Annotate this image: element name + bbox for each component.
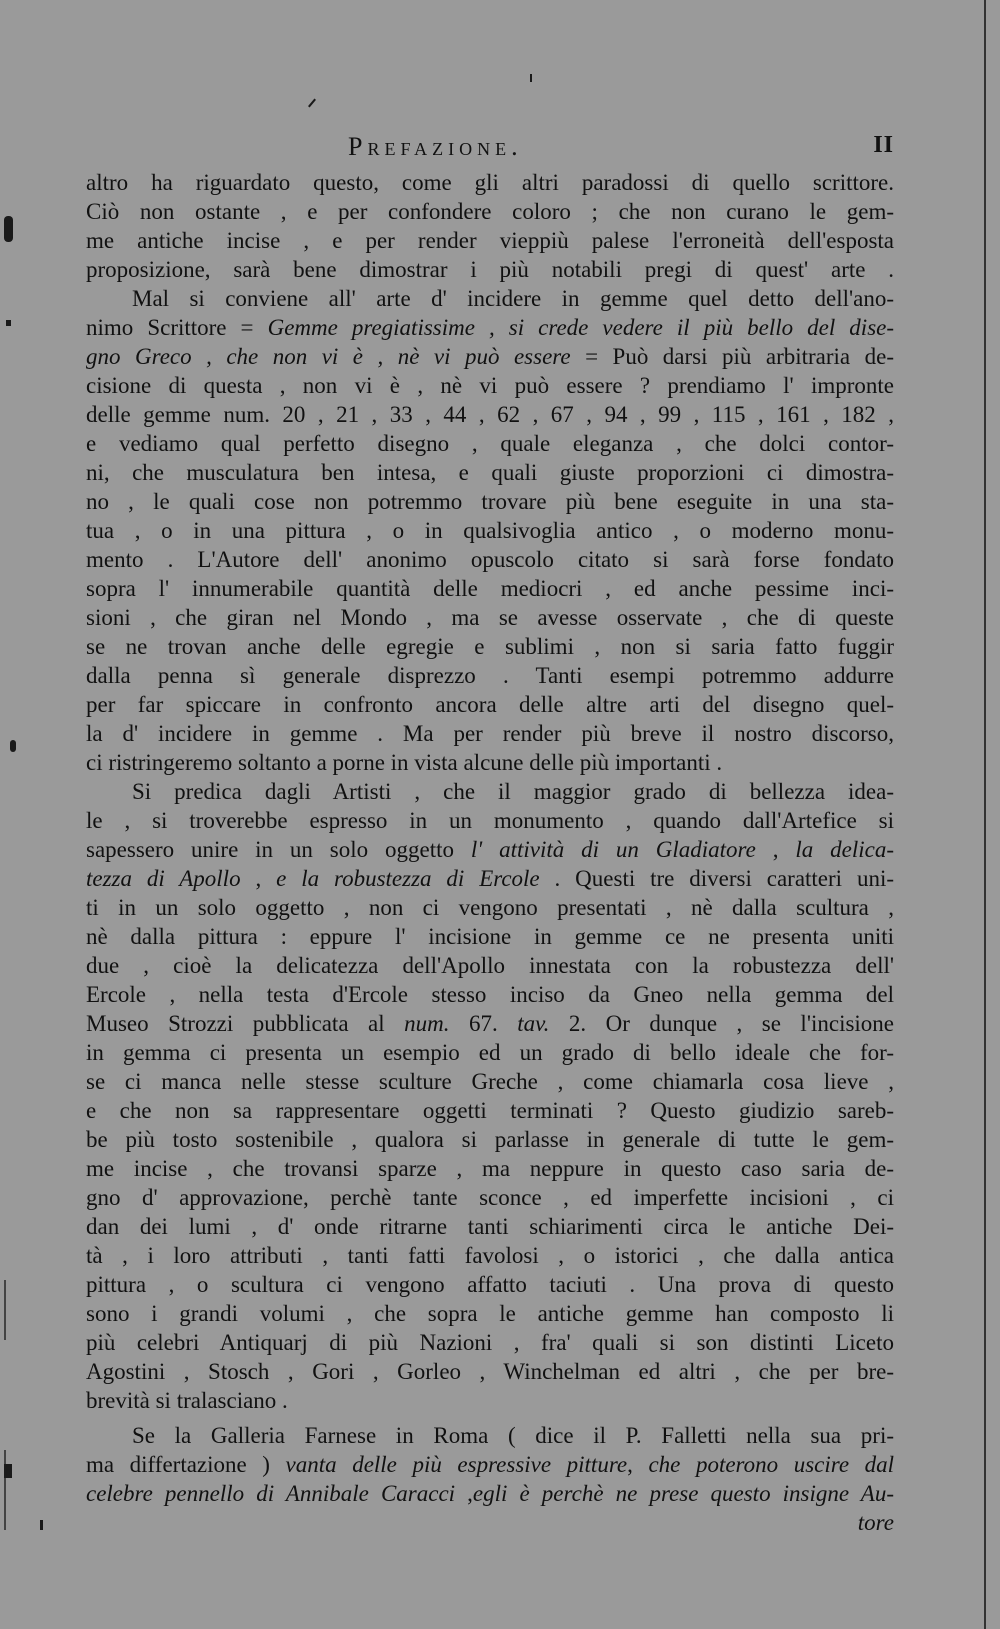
text-run: 67. (449, 1011, 518, 1036)
left-margin-rule (4, 1450, 6, 1530)
italic-run: gno Greco , che non vi è , nè vi può essere (86, 344, 571, 369)
text-line: mento . L'Autore dell' anonimo opuscolo citato si sarà forse fondato (86, 547, 894, 572)
text-line: delle gemme num. 20 , 21 , 33 , 44 , 62 , 67 , 94 , 99 , 115 , 161 , 182 , (86, 402, 894, 427)
ink-mark (40, 1520, 43, 1530)
text-run: nimo Scrittore = (86, 315, 268, 340)
italic-run: Gemme pregiatissime , si crede vedere il più bello del dise- (267, 315, 895, 340)
text-line: sopra l' innumerabile quantità delle mediocri , ed anche pessime inci- (86, 576, 894, 601)
text-line: tua , o in una pittura , o in qualsivoglia antico , o moderno monu- (86, 518, 894, 543)
italic-run: e la robustezza di Ercole (276, 866, 540, 891)
text-run: sapessero unire in un solo oggetto (86, 837, 471, 862)
ink-blot (4, 216, 13, 242)
text-run: , (455, 1481, 473, 1506)
text-line: brevità si tralasciano . (86, 1388, 288, 1413)
page-number: II (873, 132, 894, 158)
italic-run: l' attività di un Gladiatore (470, 837, 756, 862)
text-line (86, 313, 894, 342)
text-run: , (755, 837, 796, 862)
text-line: dan dei lumi , d' onde ritrarne tanti schiarimenti circa le antiche Dei- (86, 1214, 894, 1239)
text-line (86, 1479, 894, 1508)
ink-dot (10, 740, 16, 752)
italic-run: tav. (517, 1011, 550, 1036)
text-run: = Può darsi più arbitraria de- (570, 344, 894, 369)
text-line: se ne trovan anche delle egregie e sublimi , non si saria fatto fuggir (86, 634, 894, 659)
text-run: 2. Or dunque , se l'incisione (549, 1011, 895, 1036)
text-line: proposizione, sarà bene dimostrar i più notabili pregi di quest' arte . (86, 257, 894, 282)
page-edge-rule (984, 0, 986, 1629)
text-run: Museo Strozzi pubblicata al (86, 1011, 405, 1036)
italic-run: tezza di Apollo (86, 866, 241, 891)
text-line: altro ha riguardato questo, come gli altri paradossi di quello scrittore. (86, 170, 894, 195)
text-line: Ercole , nella testa d'Ercole stesso inciso da Gneo nella gemma del (86, 982, 894, 1007)
text-line: Agostini , Stosch , Gori , Gorleo , Winchelman ed altri , che per bre- (86, 1359, 894, 1384)
text-line (86, 1009, 894, 1038)
text-line: me incise , che trovansi sparze , ma neppure in questo caso saria de- (86, 1156, 894, 1181)
text-line (86, 1450, 894, 1479)
left-margin-rule (4, 1280, 6, 1340)
text-line: e vediamo qual perfetto disegno , quale eleganza , che dolci contor- (86, 431, 894, 456)
text-line: me antiche incise , e per render vieppiù palese l'erroneità dell'esposta (86, 228, 894, 253)
text-line: Si predica dagli Artisti , che il maggior grado di bellezza idea- (132, 779, 894, 804)
text-line: sono i grandi volumi , che sopra le antiche gemme han composto li (86, 1301, 894, 1326)
text-line: Se la Galleria Farnese in Roma ( dice il P. Falletti nella sua pri- (132, 1423, 894, 1448)
text-line (86, 835, 894, 864)
text-line: be più tosto sostenibile , qualora si parlasse in generale di tutte le gem- (86, 1127, 894, 1152)
italic-run: vanta delle più espressive pitture (285, 1452, 628, 1477)
text-line: ni, che musculatura ben intesa, e quali giuste proporzioni ci dimostra- (86, 460, 894, 485)
ink-stroke (530, 74, 532, 82)
text-run: , (240, 866, 277, 891)
text-line (86, 864, 894, 893)
italic-run: tore (857, 1510, 894, 1535)
text-line (86, 342, 894, 371)
italic-run: egli è perchè ne prese questo insigne Au- (472, 1481, 895, 1506)
text-line: sioni , che giran nel Mondo , ma se avesse osservate , che di queste (86, 605, 894, 630)
text-line: e che non sa rappresentare oggetti terminati ? Questo giudizio sareb- (86, 1098, 894, 1123)
text-run: ma differtazione ) (86, 1452, 286, 1477)
text-line: due , cioè la delicatezza dell'Apollo innestata con la robustezza dell' (86, 953, 894, 978)
text-line: ci ristringeremo soltanto a porne in vista alcune delle più importanti . (86, 750, 723, 775)
italic-run: num. (404, 1011, 450, 1036)
text-line: gno d' approvazione, perchè tante sconce , ed imperfette incisioni , ci (86, 1185, 894, 1210)
italic-run: celebre pennello di Annibale Caracci (86, 1481, 456, 1506)
text-line: se ci manca nelle stesse sculture Greche , come chiamarla cosa lieve , (86, 1069, 894, 1094)
ink-stroke (308, 99, 316, 108)
text-line: in gemma ci presenta un esempio ed un grado di bello ideale che for- (86, 1040, 894, 1065)
ink-dot (6, 320, 11, 326)
page-header (86, 132, 894, 166)
text-line: nè dalla pittura : eppure l' incisione in gemme ce ne presenta uniti (86, 924, 894, 949)
text-line: tà , i loro attributi , tanti fatti favolosi , o istorici , che dalla antica (86, 1243, 894, 1268)
text-line: la d' incidere in gemme . Ma per render più breve il nostro discorso, (86, 721, 894, 746)
text-line: per far spiccare in confronto ancora delle altre arti del disegno quel- (86, 692, 894, 717)
text-line: le , si troverebbe espresso in un monumento , quando dall'Artefice si (86, 808, 894, 833)
text-line: no , le quali cose non potremmo trovare più bene eseguite in una sta- (86, 489, 894, 514)
text-run: . Questi tre diversi caratteri uni- (539, 866, 895, 891)
text-line (86, 1508, 894, 1537)
text-line: più celebri Antiquarj di più Nazioni , fra' quali si son distinti Liceto (86, 1330, 894, 1355)
running-head: Prefazione. (348, 132, 523, 161)
italic-run: che poterono uscire dal (648, 1452, 895, 1477)
text-line: cisione di questa , non vi è , nè vi può essere ? prendiamo l' impronte (86, 373, 894, 398)
italic-run: la delica- (795, 837, 895, 862)
ink-mark (4, 1464, 12, 1478)
body-text (86, 168, 894, 1537)
text-run: , (627, 1452, 649, 1477)
text-line: ti in un solo oggetto , non ci vengono presentati , nè dalla scultura , (86, 895, 894, 920)
text-line: Ciò non ostante , e per confondere coloro ; che non curano le gem- (86, 199, 894, 224)
text-line: dalla penna sì generale disprezzo . Tanti esempi potremmo addurre (86, 663, 894, 688)
text-line: Mal si conviene all' arte d' incidere in gemme quel detto dell'ano- (132, 286, 894, 311)
text-line: pittura , o scultura ci vengono affatto taciuti . Una prova di questo (86, 1272, 894, 1297)
